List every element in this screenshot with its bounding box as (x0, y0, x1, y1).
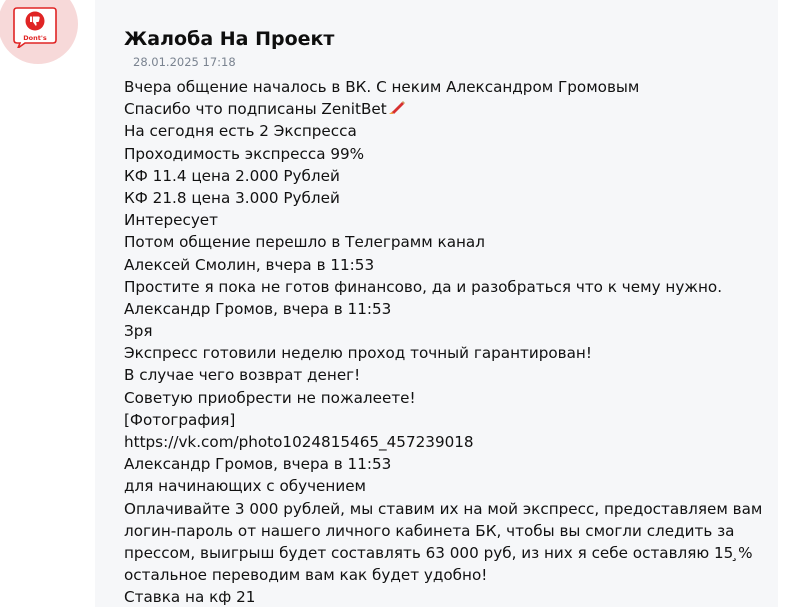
thumbs-down-icon (29, 15, 41, 27)
avatar[interactable] (0, 0, 80, 72)
post-line: Потом общение перешло в Телеграмм канал (124, 233, 485, 252)
post-line: логин-пароль от нашего личного кабинета БК, чтобы вы смогли следить за (124, 521, 735, 540)
post-line: Оплачивайте 3 000 рублей, мы ставим их на мой экспресс, предоставляем вам (124, 499, 763, 518)
post-line: Вчера общение началось в ВК. С неким Александром Громовым (124, 78, 640, 96)
logo-text: Dont's (23, 34, 47, 42)
post-line: В случае чего возврат денег! (124, 366, 361, 385)
post-line: остальное переводим вам как будет удобно! (124, 566, 488, 585)
post-line: Александр Громов, вчера в 11:53 (124, 299, 392, 318)
post-line: Советую приобрести не пожалеете! (124, 388, 416, 407)
post-line-text: Спасибо что подписаны ZenitBet (124, 100, 387, 119)
post-line-with-icon (124, 98, 774, 120)
post-body (124, 76, 774, 607)
post-line: прессом, выигрыш будет составлять 63 000 руб, из них я себе оставляю 15 ̧% (124, 543, 753, 562)
post-line: Ставка на кф 21 (124, 588, 256, 607)
post-title: Жалоба На Проект (124, 28, 335, 50)
post-line: Зря (124, 322, 153, 341)
post-line: Проходимость экспресса 99% (124, 144, 365, 163)
post-date: 28.01.2025 17:18 (133, 55, 236, 69)
donts-logo (11, 6, 59, 48)
post-link[interactable]: https://vk.com/photo1024815465_457239018 (124, 433, 474, 451)
post-line: КФ 21.8 цена 3.000 Рублей (124, 188, 340, 207)
post-line: Простите я пока не готов финансово, да и разобраться что к чему нужно. (124, 277, 723, 296)
post-line: Алексей Смолин, вчера в 11:53 (124, 255, 375, 274)
pencil-icon (388, 100, 406, 122)
right-edge (778, 0, 786, 607)
post-line: Интересует (124, 211, 218, 230)
post-line: Экспресс готовили неделю проход точный гарантирован! (124, 344, 592, 363)
post-line: Александр Громов, вчера в 11:53 (124, 455, 392, 474)
post-line: для начинающих с обучением (124, 477, 367, 496)
post-line: [Фотография] (124, 410, 236, 429)
post-line: КФ 11.4 цена 2.000 Рублей (124, 166, 340, 185)
post-line: На сегодня есть 2 Экспресса (124, 122, 357, 141)
